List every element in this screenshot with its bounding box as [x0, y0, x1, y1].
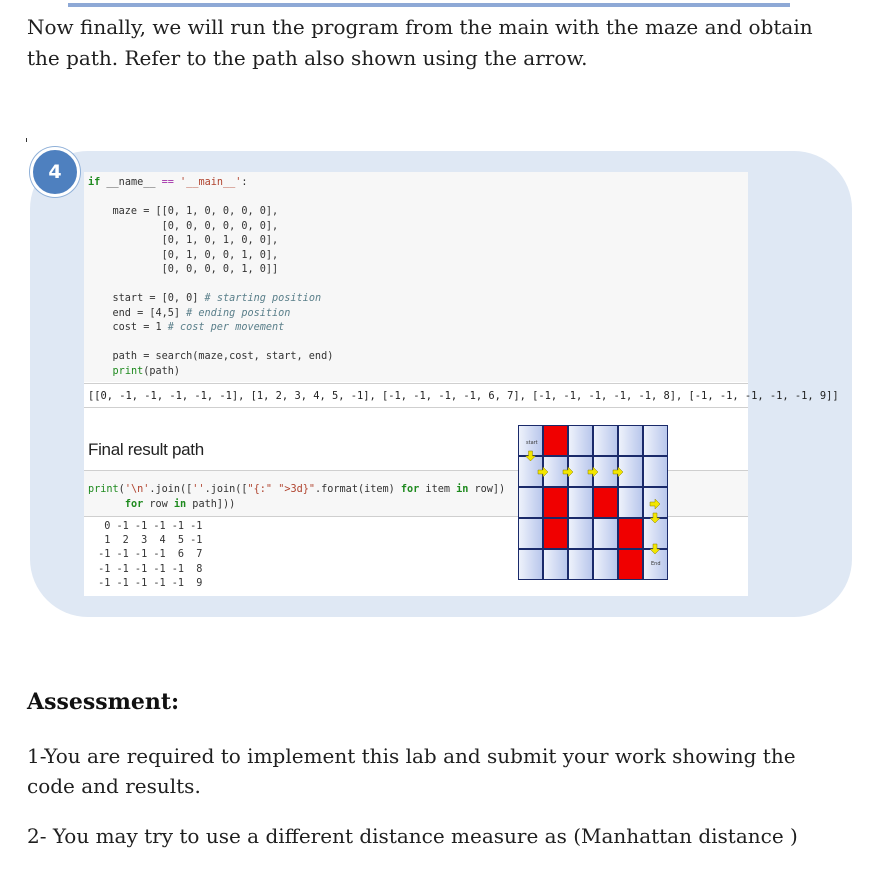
code-line-6: start = [0, 0] # starting position [88, 293, 322, 304]
code-line-9: path = search(maze,cost, start, end) [88, 351, 334, 362]
code-line-4: [0, 1, 0, 0, 1, 0], [88, 249, 279, 261]
start-label: start [526, 440, 538, 446]
intro-paragraph: Now finally, we will run the program from the main with the maze and obtain the path. Refer to the path also shown using the arrow. [27, 15, 813, 70]
path-arrows [518, 425, 671, 582]
code-line-3: [0, 1, 0, 1, 0, 0], [88, 235, 279, 246]
arrow-right-icon [613, 467, 623, 477]
end-label: End [651, 561, 661, 567]
arrow-down-icon [650, 544, 660, 554]
code-line-2: [0, 0, 0, 0, 0, 0], [88, 220, 279, 232]
result-row: 0 -1 -1 -1 -1 -1 [92, 521, 203, 532]
assessment-heading: Assessment: [27, 689, 180, 715]
result-row: -1 -1 -1 -1 6 7 [92, 549, 203, 561]
cell-separator [84, 383, 748, 384]
code-line-5: [0, 0, 0, 0, 1, 0]] [88, 264, 279, 275]
text-cursor-mark [26, 138, 27, 142]
arrow-right-icon [650, 499, 660, 509]
arrow-right-icon [538, 467, 548, 477]
result-row: -1 -1 -1 -1 -1 8 [92, 563, 203, 575]
print-code-line: for row in path])) [124, 498, 236, 510]
assessment-item-2: 2- You may try to use a different distance measure as (Manhattan distance ) [27, 824, 798, 848]
cell-separator [84, 407, 748, 408]
maze-path-diagram [518, 425, 671, 582]
code-line-0: if __name__ == '__main__': [88, 177, 248, 188]
path-output-line: [[0, -1, -1, -1, -1, -1], [1, 2, 3, 4, 5, -1], [-1, -1, -1, -1, 6, 7], [-1, -1, -1, -1, -1, 8], [-1, -1, -1, -1, -1, 9]] [88, 390, 839, 402]
result-row: 1 2 3 4 5 -1 [92, 535, 203, 547]
arrow-down-icon [526, 451, 536, 461]
print-code-block [88, 483, 505, 512]
assessment-item-1: 1-You are required to implement this lab and submit your work showing the code and results. [27, 744, 796, 798]
result-row: -1 -1 -1 -1 -1 9 [92, 577, 203, 589]
code-line-8: cost = 1 # cost per movement [88, 322, 285, 333]
step-badge: 4 [30, 147, 80, 197]
arrow-down-icon [650, 513, 660, 523]
code-line-10: print(path) [112, 365, 181, 377]
main-code-block [88, 176, 333, 379]
code-line-1: maze = [[0, 1, 0, 0, 0, 0], [88, 206, 279, 217]
code-line-7: end = [4,5] # ending position [88, 307, 291, 319]
arrow-right-icon [563, 467, 573, 477]
result-matrix-output [92, 520, 202, 591]
final-result-heading: Final result path [88, 440, 204, 459]
top-rule [68, 3, 790, 7]
arrow-right-icon [588, 467, 598, 477]
print-code-line: print('\n'.join([''.join(["{:" ">3d}".format(item) for item in row]) [88, 484, 506, 495]
